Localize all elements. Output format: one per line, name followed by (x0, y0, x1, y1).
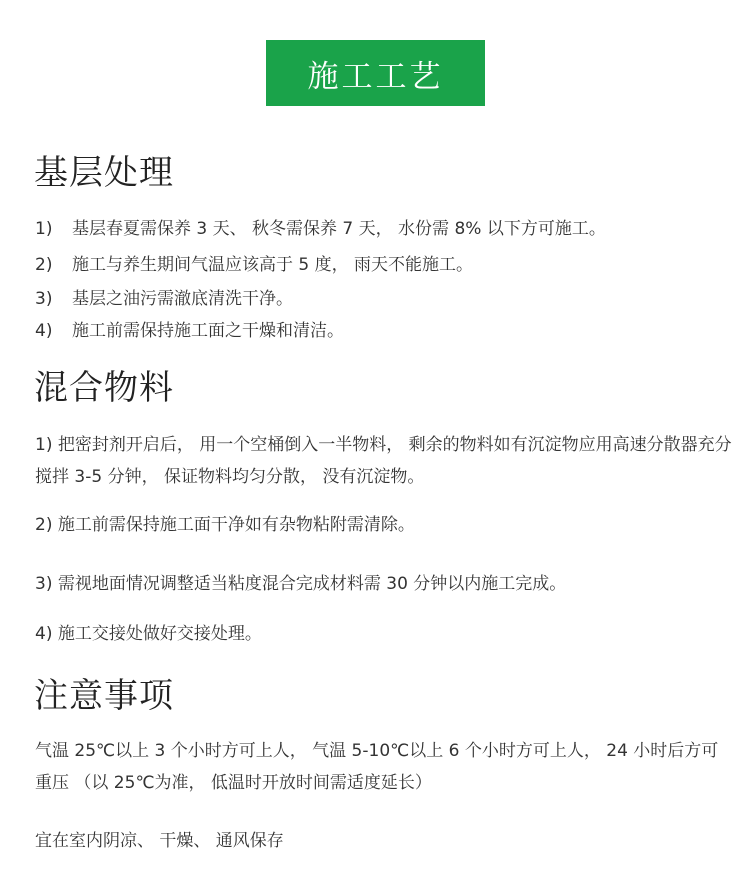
paragraph: 4) 施工交接处做好交接处理。 (35, 624, 262, 644)
section-heading-substrate: 基层处理 (34, 153, 174, 193)
paragraph: 3) 需视地面情况调整适当粘度混合完成材料需 30 分钟以内施工完成。 (35, 574, 567, 594)
item-text: 施工与养生期间气温应该高于 5 度， 雨天不能施工。 (72, 255, 474, 275)
section-heading-mixing: 混合物料 (34, 368, 174, 408)
item-number: 1) (35, 219, 53, 239)
item-number: 4) (35, 321, 53, 341)
title-banner (266, 40, 485, 106)
paragraph: 1) 把密封剂开启后， 用一个空桶倒入一半物料， 剩余的物料如有沉淀物应用高速分散器充分搅拌 3-5 分钟， 保证物料均匀分散， 没有沉淀物。 (35, 435, 732, 487)
item-text: 基层春夏需保养 3 天、 秋冬需保养 7 天， 水份需 8% 以下方可施工。 (72, 219, 606, 239)
item-text: 施工前需保持施工面之干燥和清洁。 (72, 321, 344, 341)
list-item (35, 253, 473, 277)
list-item (35, 319, 344, 343)
paragraph: 宜在室内阴凉、 干燥、 通风保存 (35, 831, 284, 851)
banner-title: 施工工艺 (307, 58, 444, 95)
item-text: 基层之油污需澈底清洗干净。 (72, 289, 293, 309)
paragraph: 气温 25℃以上 3 个小时方可上人， 气温 5-10℃以上 6 个小时方可上人， 24 小时后方可重压 （以 25℃为准， 低温时开放时间需适度延长） (35, 741, 719, 793)
section-heading-notes: 注意事项 (34, 676, 174, 716)
list-item (35, 217, 606, 241)
item-number: 2) (35, 255, 53, 275)
list-item (35, 287, 293, 311)
item-number: 3) (35, 289, 53, 309)
paragraph: 2) 施工前需保持施工面干净如有杂物粘附需清除。 (35, 515, 415, 535)
